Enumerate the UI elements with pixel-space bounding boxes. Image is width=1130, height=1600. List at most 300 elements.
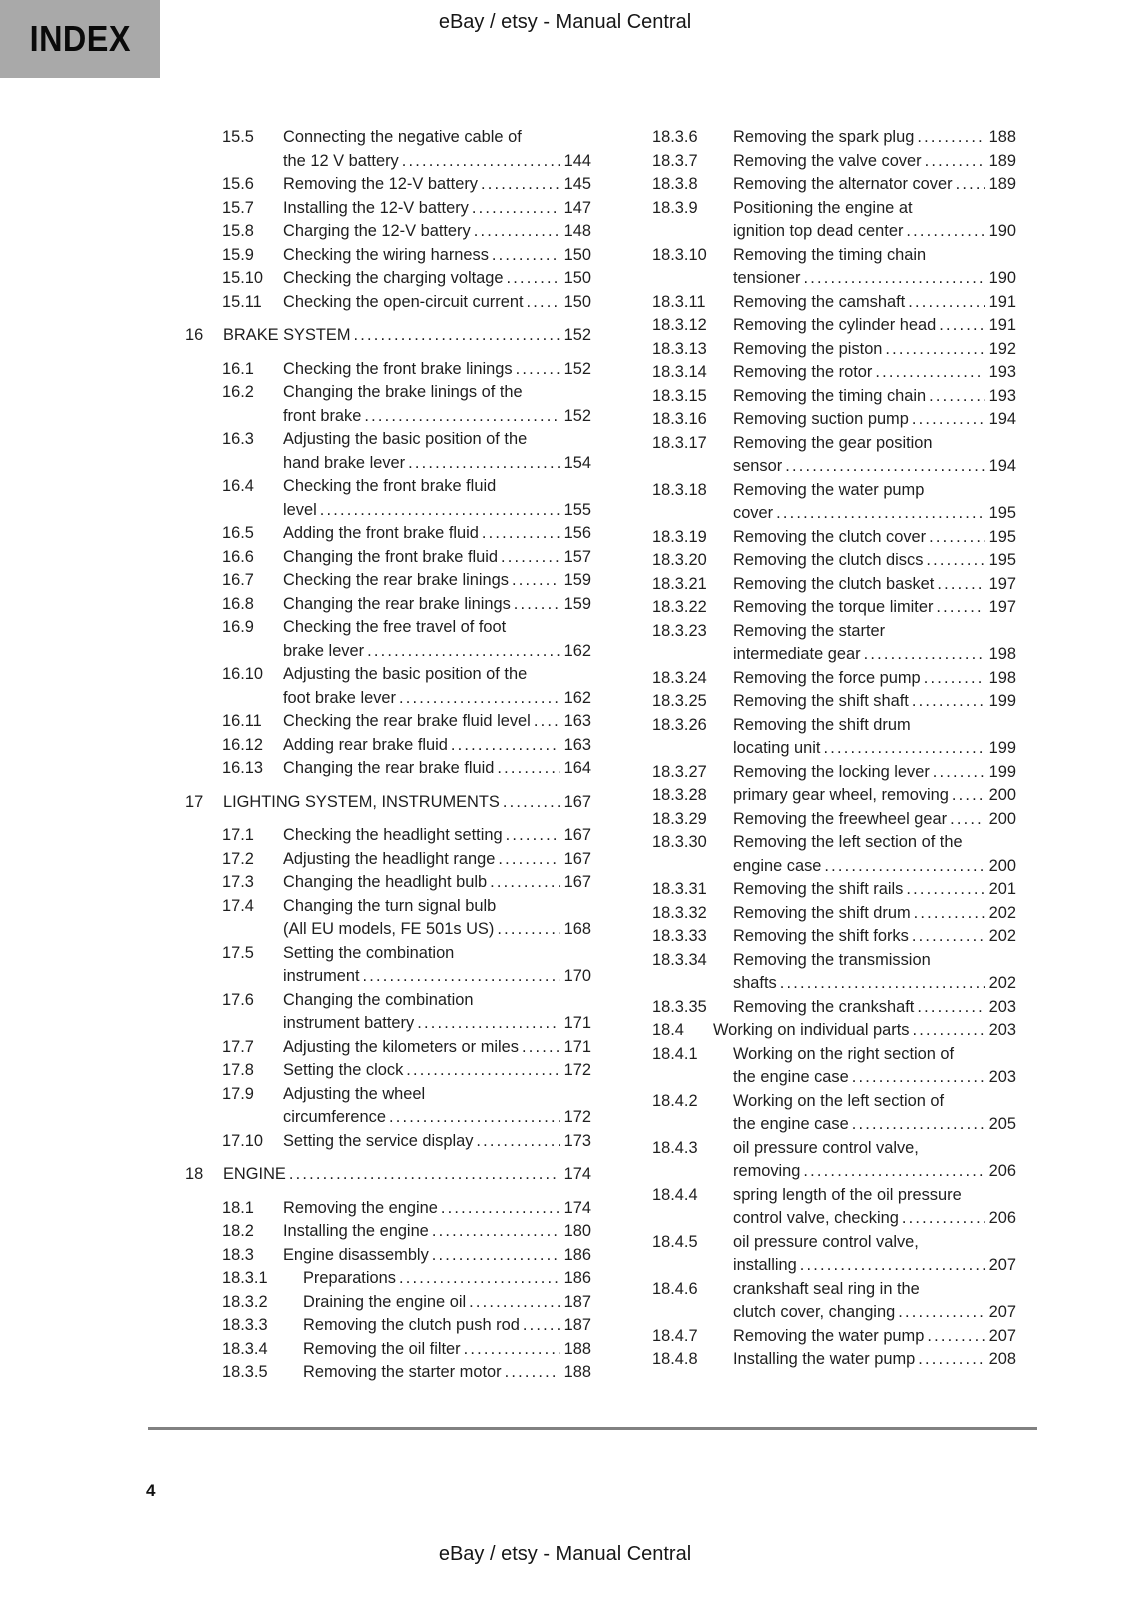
toc-entry-number: 16.8	[222, 594, 254, 613]
toc-entry	[222, 1244, 591, 1268]
toc-entry	[652, 925, 1016, 949]
dot-leader	[498, 546, 560, 570]
toc-entry-number: 18.3.3	[222, 1316, 268, 1334]
toc-entry-page: 199	[988, 762, 1016, 781]
toc-entry-body	[733, 949, 1016, 996]
toc-entry-page: 202	[988, 927, 1016, 945]
toc-entry	[652, 831, 1016, 878]
dot-leader	[782, 455, 984, 479]
toc-entry-text: Adding rear brake fluid	[283, 735, 448, 754]
toc-entry	[652, 150, 1016, 174]
toc-entry-page: 163	[563, 735, 591, 754]
toc-entry-number: 18.3.13	[652, 339, 707, 358]
toc-entry-number: 18.3	[222, 1245, 254, 1264]
toc-entry	[222, 173, 591, 197]
toc-entry-page: 144	[563, 151, 591, 170]
toc-entry-page: 195	[988, 527, 1016, 546]
toc-entry-text: Charging the 12-V battery	[283, 222, 471, 240]
toc-entry-body	[733, 314, 1016, 338]
toc-entry-page: 201	[988, 880, 1016, 898]
toc-entry-text: Removing the transmission	[733, 950, 931, 969]
toc-entry-page: 155	[563, 500, 591, 519]
dot-leader	[520, 1314, 560, 1338]
toc-entry-page: 205	[988, 1115, 1016, 1133]
toc-entry-text: clutch cover, changing	[733, 1303, 896, 1321]
toc-entry-text: Removing the gear position	[733, 433, 933, 452]
dot-leader	[531, 710, 560, 734]
dot-leader	[849, 1066, 985, 1090]
toc-entry	[222, 616, 591, 663]
dot-leader	[396, 687, 560, 711]
toc-entry	[222, 871, 591, 895]
toc-entry-text: Removing the shift shaft	[733, 692, 909, 710]
toc-entry-text: ignition top dead center	[733, 222, 904, 240]
toc-entry-page: 202	[988, 903, 1016, 922]
dot-leader	[494, 757, 559, 781]
toc-entry-body	[733, 479, 1016, 526]
toc-entry-body	[283, 989, 591, 1036]
toc-entry-body	[733, 549, 1016, 573]
toc-entry	[222, 1314, 591, 1338]
toc-entry	[652, 432, 1016, 479]
toc-entry-page: 164	[563, 759, 591, 777]
toc-entry-number: 16.6	[222, 547, 254, 566]
toc-entry-page: 200	[988, 809, 1016, 828]
toc-entry-text: Working on the left section of	[733, 1091, 945, 1110]
toc-entry-number: 17.5	[222, 943, 254, 962]
toc-entry	[652, 408, 1016, 432]
toc-entry-text: hand brake lever	[283, 453, 406, 472]
toc-entry-number: 18.3.27	[652, 762, 707, 781]
toc-entry-number: 18.1	[222, 1198, 254, 1217]
toc-entry	[222, 1083, 591, 1130]
dot-leader	[910, 1019, 985, 1043]
toc-entry	[222, 475, 591, 522]
toc-entry-text: Adjusting the basic position of the	[283, 430, 528, 448]
toc-entry	[652, 1043, 1016, 1090]
toc-entry-page: 194	[988, 457, 1016, 475]
toc-entry-text: Working on individual parts	[713, 1021, 910, 1039]
toc-entry-body	[303, 1267, 591, 1291]
toc-entry-number: 16.13	[222, 759, 264, 777]
toc-entry-body	[283, 522, 591, 546]
toc-entry-number: 18.3.11	[652, 292, 706, 311]
toc-entry-page: 187	[563, 1292, 591, 1311]
toc-entry-body	[733, 1231, 1016, 1278]
toc-entry-page: 148	[563, 222, 591, 240]
dot-leader	[922, 150, 985, 174]
toc-entry	[222, 1267, 591, 1291]
toc-entry-body	[283, 291, 591, 315]
toc-entry-text: primary gear wheel, removing	[733, 786, 949, 804]
toc-entry-text: Removing the water pump	[733, 1326, 925, 1345]
toc-entry-body	[283, 710, 591, 734]
toc-entry-number: 18.3.20	[652, 551, 707, 569]
page-footer-title: eBay / etsy - Manual Central	[438, 1543, 692, 1565]
toc-entry-number: 18.3.23	[652, 621, 707, 640]
toc-entry	[652, 902, 1016, 926]
toc-entry-body	[733, 878, 1016, 902]
dot-leader	[773, 502, 985, 526]
toc-entry-body	[303, 1314, 591, 1338]
dot-leader	[503, 824, 560, 848]
dot-leader	[513, 358, 560, 382]
toc-entry-body	[223, 1163, 591, 1187]
dot-leader	[861, 643, 985, 667]
toc-entry-body	[733, 291, 1016, 315]
toc-entry-body	[283, 173, 591, 197]
toc-entry-body	[283, 475, 591, 522]
toc-entry-text: Removing the timing chain	[733, 245, 927, 264]
dot-leader	[509, 569, 560, 593]
toc-entry-text: Removing the 12-V battery	[283, 175, 478, 193]
dot-leader	[909, 925, 985, 949]
toc-entry-text: Removing the rotor	[733, 363, 873, 381]
toc-entry	[222, 757, 591, 781]
toc-entry-page: 168	[563, 920, 591, 938]
toc-entry-number: 15.5	[222, 128, 254, 146]
toc-entry-page: 173	[563, 1131, 591, 1150]
toc-entry	[652, 996, 1016, 1020]
toc-entry-number: 17.2	[222, 849, 254, 868]
toc-entry-number: 16.10	[222, 665, 264, 683]
toc-entry-body	[283, 220, 591, 244]
toc-entry-number: 18.3.28	[652, 786, 707, 804]
dot-leader	[947, 808, 985, 832]
toc-entry	[222, 428, 591, 475]
toc-entry-number: 18.3.9	[652, 198, 698, 217]
toc-entry-page: 206	[988, 1162, 1016, 1180]
toc-entry-page: 186	[563, 1245, 591, 1264]
toc-entry	[652, 197, 1016, 244]
toc-entry	[222, 569, 591, 593]
toc-entry-page: 167	[563, 849, 591, 868]
toc-entry-text: instrument	[283, 967, 360, 985]
toc-entry-text: Removing the timing chain	[733, 386, 927, 405]
toc-entry-number: 18.3.12	[652, 316, 707, 334]
dot-leader	[478, 173, 560, 197]
toc-entry-page: 150	[563, 245, 591, 264]
toc-entry-number: 18.3.7	[652, 151, 698, 170]
dot-leader	[487, 871, 560, 895]
page-header-title: eBay / etsy - Manual Central	[438, 11, 692, 33]
dot-leader	[949, 784, 985, 808]
toc-entry-text: removing	[733, 1162, 801, 1180]
dot-leader	[903, 878, 984, 902]
toc-entry	[222, 220, 591, 244]
toc-entry-page: 191	[988, 316, 1016, 334]
toc-entry	[652, 1278, 1016, 1325]
dot-leader	[500, 791, 560, 815]
toc-entry-page: 206	[988, 1209, 1016, 1227]
toc-entry-page: 202	[988, 974, 1016, 992]
toc-entry-body	[733, 385, 1016, 409]
dot-leader	[524, 291, 560, 315]
toc-entry-number: 16.2	[222, 383, 254, 401]
toc-entry	[652, 1090, 1016, 1137]
toc-entry	[652, 1184, 1016, 1231]
toc-entry-text: Removing the piston	[733, 339, 883, 358]
dot-leader	[396, 1267, 560, 1291]
toc-entry-text: Removing the oil filter	[303, 1339, 461, 1358]
toc-entry-number: 18.3.26	[652, 715, 707, 734]
toc-entry-text: locating unit	[733, 739, 821, 757]
toc-entry	[652, 1325, 1016, 1349]
toc-entry-body	[733, 690, 1016, 714]
toc-entry-body	[733, 1348, 1016, 1372]
dot-leader	[820, 737, 984, 761]
toc-entry-text: Removing the shift drum	[733, 715, 911, 734]
toc-entry-page: 171	[563, 1037, 591, 1056]
toc-entry	[652, 173, 1016, 197]
toc-entry-text: LIGHTING SYSTEM, INSTRUMENTS	[223, 792, 500, 811]
dot-leader	[933, 596, 984, 620]
toc-entry-text: Changing the headlight bulb	[283, 873, 488, 891]
dot-leader	[317, 499, 560, 523]
toc-entry	[222, 989, 591, 1036]
toc-entry-number: 18.3.8	[652, 175, 698, 193]
toc-entry-body	[733, 714, 1016, 761]
toc-entry-text: Removing the crankshaft	[733, 997, 915, 1016]
toc-entry-number: 18	[185, 1165, 204, 1183]
toc-entry-text: Setting the clock	[283, 1061, 404, 1079]
toc-entry-number: 17.3	[222, 873, 254, 891]
dot-leader	[414, 1012, 559, 1036]
toc-entry-body	[733, 667, 1016, 691]
dot-leader	[926, 385, 984, 409]
dot-leader	[915, 1348, 984, 1372]
dot-leader	[286, 1163, 560, 1187]
toc-right-column	[615, 126, 1016, 1385]
toc-entry-page: 159	[563, 571, 591, 589]
toc-entry-text: Removing the freewheel gear	[733, 809, 948, 828]
toc-entry-number: 18.3.22	[652, 598, 707, 616]
toc-entry-number: 15.6	[222, 175, 254, 193]
toc-entry-text: Removing the shift rails	[733, 880, 904, 898]
toc-entry-number: 18.3.16	[652, 410, 707, 428]
toc-entry-body	[283, 734, 591, 758]
toc-entry-number: 17.8	[222, 1061, 254, 1079]
toc-entry-body	[283, 197, 591, 221]
toc-entry-text: Removing the clutch basket	[733, 574, 935, 593]
dot-leader	[494, 918, 559, 942]
toc-entry-number: 18.3.35	[652, 997, 707, 1016]
toc-entry-body	[733, 1325, 1016, 1349]
toc-entry-page: 174	[563, 1165, 591, 1183]
toc-entry-body	[733, 1278, 1016, 1325]
toc-entry-body	[283, 1059, 591, 1083]
toc-entry-text: installing	[733, 1256, 797, 1274]
toc-entry-number: 18.3.1	[222, 1269, 268, 1287]
toc-entry	[222, 663, 591, 710]
toc-entry	[222, 942, 591, 989]
toc-entry-body	[733, 526, 1016, 550]
toc-entry-text: Changing the brake linings of the	[283, 383, 523, 401]
toc-entry-number: 18.4.5	[652, 1232, 698, 1251]
toc-entry-body	[283, 1036, 591, 1060]
toc-entry-body	[283, 871, 591, 895]
toc-entry-body	[283, 267, 591, 291]
toc-entry-page: 194	[988, 410, 1016, 428]
dot-leader	[399, 150, 560, 174]
toc-entry-number: 17.6	[222, 990, 254, 1009]
toc-entry-number: 18.3.4	[222, 1339, 268, 1358]
dot-leader	[495, 848, 559, 872]
toc-entry-body	[283, 569, 591, 593]
toc-entry	[222, 1220, 591, 1244]
toc-entry-body	[733, 831, 1016, 878]
index-tab-label: INDEX	[29, 18, 131, 59]
toc-entry-body	[283, 244, 591, 268]
toc-entry-page: 188	[988, 128, 1016, 146]
toc-entry	[652, 479, 1016, 526]
toc-entry-page: 152	[563, 359, 591, 378]
dot-leader	[469, 197, 560, 221]
toc-entry	[652, 690, 1016, 714]
toc-entry-body	[733, 338, 1016, 362]
toc-entry-text: circumference	[283, 1108, 386, 1126]
toc-entry-page: 199	[988, 692, 1016, 710]
toc-entry	[222, 1197, 591, 1221]
toc-entry-page: 152	[563, 326, 591, 344]
toc-entry	[652, 596, 1016, 620]
toc-entry-number: 18.3.17	[652, 433, 707, 452]
toc-entry-body	[733, 197, 1016, 244]
toc-entry-text: shafts	[733, 974, 777, 992]
toc-entry	[222, 1338, 591, 1362]
dot-leader	[364, 640, 560, 664]
toc-entry-page: 159	[563, 594, 591, 613]
dot-leader	[923, 549, 984, 573]
toc-entry-page: 150	[563, 292, 591, 311]
toc-entry	[652, 808, 1016, 832]
toc-entry-number: 18.3.14	[652, 363, 707, 381]
toc-entry	[222, 381, 591, 428]
toc-entry	[652, 244, 1016, 291]
dot-leader	[936, 314, 984, 338]
toc-entry-number: 17	[185, 792, 204, 811]
dot-leader	[953, 173, 985, 197]
toc-entry	[652, 361, 1016, 385]
toc-entry-text: Checking the open-circuit current	[283, 292, 524, 311]
toc-entry-page: 147	[563, 198, 591, 217]
footer-divider-line	[148, 1427, 1037, 1430]
dot-leader	[461, 1338, 560, 1362]
dot-leader	[872, 361, 984, 385]
toc-entry	[652, 761, 1016, 785]
toc-entry	[222, 546, 591, 570]
toc-entry-number: 18.3.19	[652, 527, 707, 546]
toc-entry-number: 18.3.6	[652, 128, 698, 146]
toc-entry	[652, 714, 1016, 761]
toc-entry-text: Removing the starter motor	[303, 1363, 502, 1381]
dot-leader	[361, 405, 559, 429]
toc-entry-body	[283, 757, 591, 781]
toc-entry-page: 189	[988, 175, 1016, 193]
dot-leader	[903, 220, 984, 244]
toc-entry-number: 18.3.2	[222, 1292, 268, 1311]
toc-entry-body	[303, 1338, 591, 1362]
toc-entry-text: crankshaft seal ring in the	[733, 1279, 920, 1298]
toc-entry	[222, 1291, 591, 1315]
toc-entry-body	[733, 150, 1016, 174]
toc-entry-number: 16.9	[222, 618, 254, 636]
toc-entry-page: 207	[988, 1303, 1016, 1321]
toc-entry-number: 15.7	[222, 198, 254, 217]
toc-entry	[652, 526, 1016, 550]
toc-entry-number: 18.4	[652, 1021, 684, 1039]
toc-entry-body	[733, 902, 1016, 926]
toc-entry-body	[733, 925, 1016, 949]
toc-entry-page: 172	[563, 1108, 591, 1126]
toc-entry-number: 17.7	[222, 1037, 254, 1056]
toc-entry-body	[283, 663, 591, 710]
toc-entry	[652, 949, 1016, 996]
toc-entry-text: Removing the clutch push rod	[303, 1316, 520, 1334]
toc-entry-page: 195	[988, 551, 1016, 569]
toc-entry	[652, 1231, 1016, 1278]
toc-entry-page: 167	[563, 792, 591, 811]
toc-entry-text: cover	[733, 504, 774, 522]
toc-entry-text: BRAKE SYSTEM	[223, 326, 351, 344]
dot-leader	[403, 1059, 559, 1083]
toc-entry-body	[283, 1220, 591, 1244]
toc-entry-page: 186	[563, 1269, 591, 1287]
toc-entry-text: Checking the wiring harness	[283, 245, 489, 264]
toc-entry-text: Removing suction pump	[733, 410, 909, 428]
toc-entry-body	[733, 808, 1016, 832]
toc-entry-body	[733, 573, 1016, 597]
toc-entry	[185, 791, 591, 815]
toc-entry-page: 197	[988, 574, 1016, 593]
toc-entry-text: Changing the front brake fluid	[283, 547, 499, 566]
toc-entry-text: spring length of the oil pressure	[733, 1185, 962, 1204]
dot-leader	[934, 573, 984, 597]
toc-entry-page: 203	[988, 1021, 1016, 1039]
toc-entry	[652, 126, 1016, 150]
toc-entry-page: 174	[563, 1198, 591, 1217]
toc-entry-text: Checking the front brake linings	[283, 359, 513, 378]
toc-entry-number: 15.11	[222, 292, 262, 311]
toc-entry-body	[733, 761, 1016, 785]
toc-entry-text: foot brake lever	[283, 688, 396, 707]
toc-entry-body	[713, 1019, 1016, 1043]
dot-leader	[386, 1106, 560, 1130]
toc-entry-number: 17.9	[222, 1084, 254, 1103]
dot-leader	[504, 267, 560, 291]
toc-entry-number: 18.3.29	[652, 809, 707, 828]
toc-entry-body	[283, 1130, 591, 1154]
toc-entry	[222, 1059, 591, 1083]
toc-entry-text: (All EU models, FE 501s US)	[283, 920, 495, 938]
toc-entry-page: 207	[988, 1256, 1016, 1274]
toc-entry-number: 18.4.2	[652, 1091, 698, 1110]
dot-leader	[405, 452, 560, 476]
toc-entry-number: 18.3.32	[652, 903, 707, 922]
toc-entry-number: 16.1	[222, 359, 254, 378]
toc-entry	[222, 1361, 591, 1385]
dot-leader	[438, 1197, 560, 1221]
toc-entry-body	[283, 1197, 591, 1221]
toc-entry-number: 16.12	[222, 735, 264, 754]
dot-leader	[926, 526, 985, 550]
toc-entry-body	[733, 996, 1016, 1020]
toc-entry-page: 192	[988, 339, 1016, 358]
toc-entry	[222, 291, 591, 315]
toc-entry-number: 16.5	[222, 524, 254, 542]
toc-entry	[652, 338, 1016, 362]
toc-entry-body	[283, 616, 591, 663]
